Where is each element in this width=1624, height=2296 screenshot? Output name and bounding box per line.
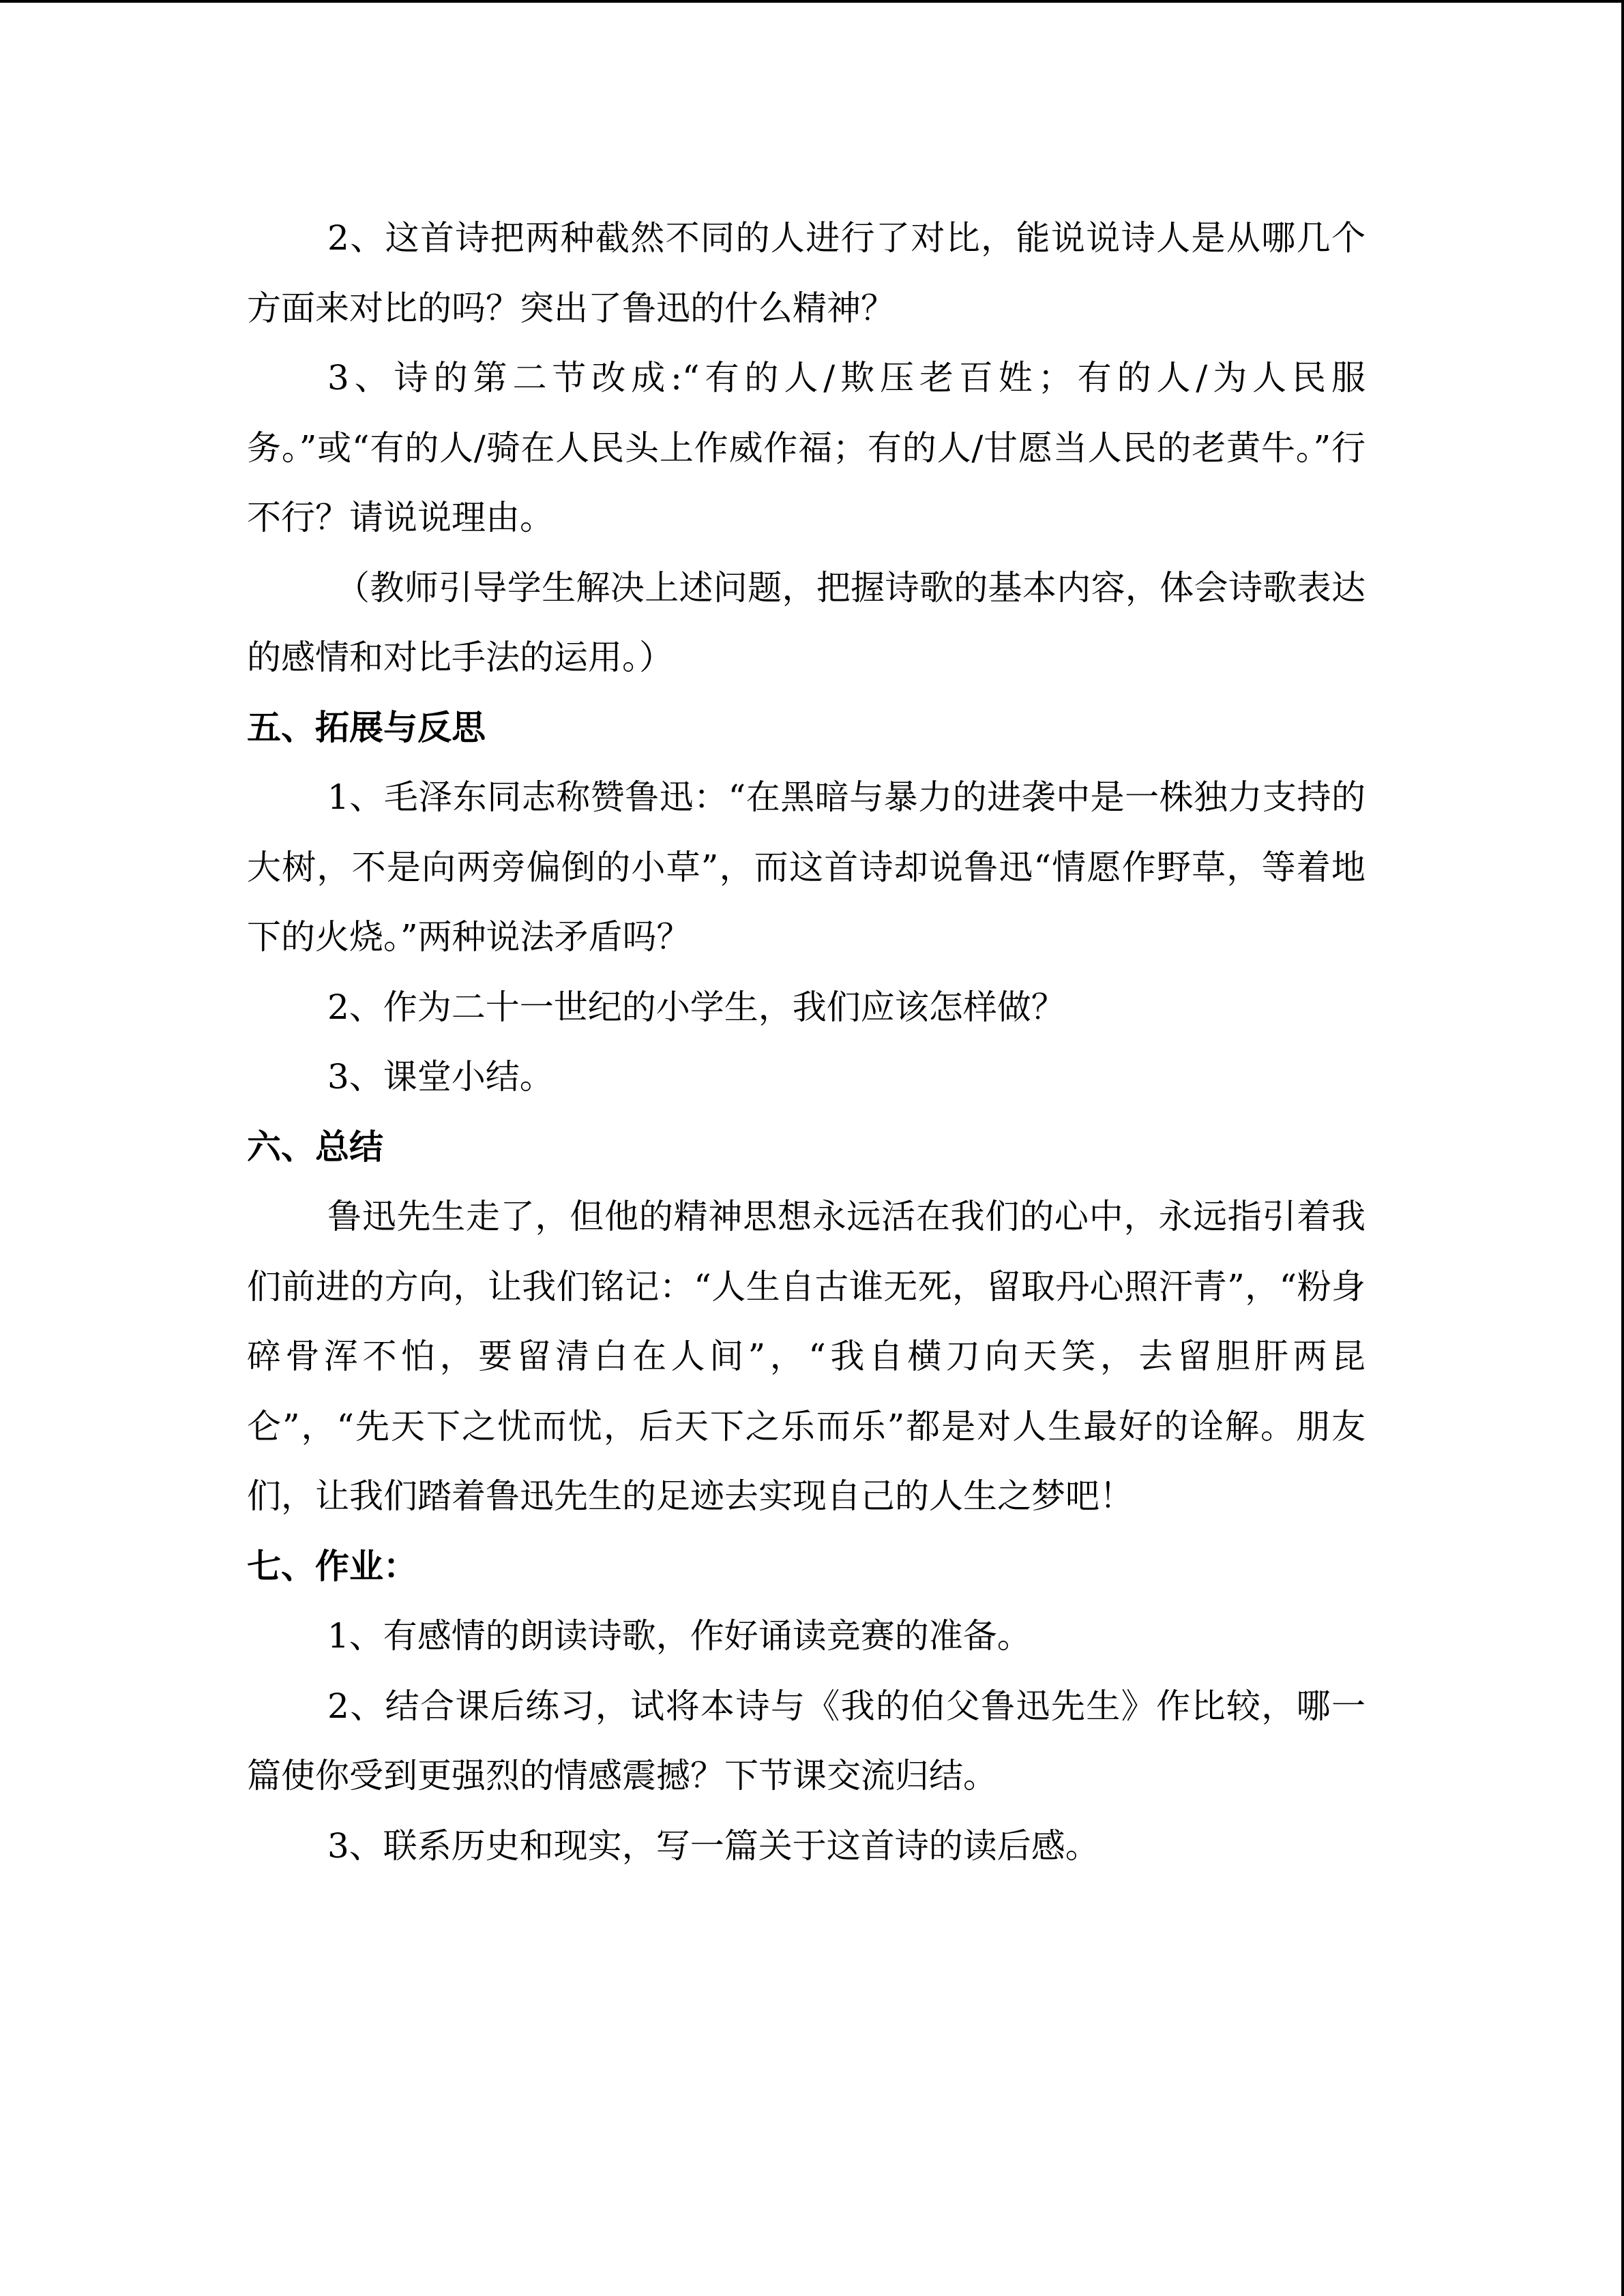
page-border-right — [1621, 0, 1624, 2296]
section-5-item-2: 2、作为二十一世纪的小学生，我们应该怎样做？ — [327, 987, 1065, 1027]
page-border-top — [0, 0, 1624, 3]
section-5-item-3: 3、课堂小结。 — [327, 1057, 554, 1097]
teacher-note: （教师引导学生解决上述问题，把握诗歌的基本内容，体会诗歌表达的感情和对比手法的运用。） — [247, 567, 1365, 677]
section-7-heading: 七、作业： — [247, 1546, 417, 1586]
section-5-item-1: 1、毛泽东同志称赞鲁迅：“在黑暗与暴力的进袭中是一株独力支持的大树，不是向两旁偏倒的小草”，而这首诗却说鲁迅“情愿作野草，等着地下的火烧。”两种说法矛盾吗？ — [247, 777, 1365, 957]
section-7-item-1: 1、有感情的朗读诗歌，作好诵读竞赛的准备。 — [327, 1616, 1031, 1656]
question-2: 2、这首诗把两种截然不同的人进行了对比，能说说诗人是从哪几个方面来对比的吗？突出了鲁迅的什么精神？ — [247, 218, 1365, 328]
section-7-item-2: 2、结合课后练习，试将本诗与《我的伯父鲁迅先生》作比较，哪一篇使你受到更强烈的情感震撼？下节课交流归结。 — [247, 1686, 1365, 1795]
document-body — [247, 203, 1365, 1881]
question-3: 3、诗的第二节改成:“有的人/欺压老百姓；有的人/为人民服务。”或“有的人/骑在人民头上作威作福；有的人/甘愿当人民的老黄牛。”行不行？请说说理由。 — [247, 358, 1365, 537]
section-6-body: 鲁迅先生走了，但他的精神思想永远活在我们的心中，永远指引着我们前进的方向，让我们铭记：“人生自古谁无死，留取丹心照汗青”，“粉身碎骨浑不怕，要留清白在人间”，“我自横刀向天笑，去留胆肝两昆仑”，“先天下之忧而忧，后天下之乐而乐”都是对人生最好的诠解。朋友们，让我们踏着鲁迅先生的足迹去实现自己的人生之梦吧！ — [247, 1197, 1365, 1516]
section-5-heading: 五、拓展与反思 — [247, 707, 486, 747]
section-7-item-3: 3、联系历史和现实，写一篇关于这首诗的读后感。 — [327, 1825, 1099, 1866]
section-6-heading: 六、总结 — [247, 1127, 383, 1167]
